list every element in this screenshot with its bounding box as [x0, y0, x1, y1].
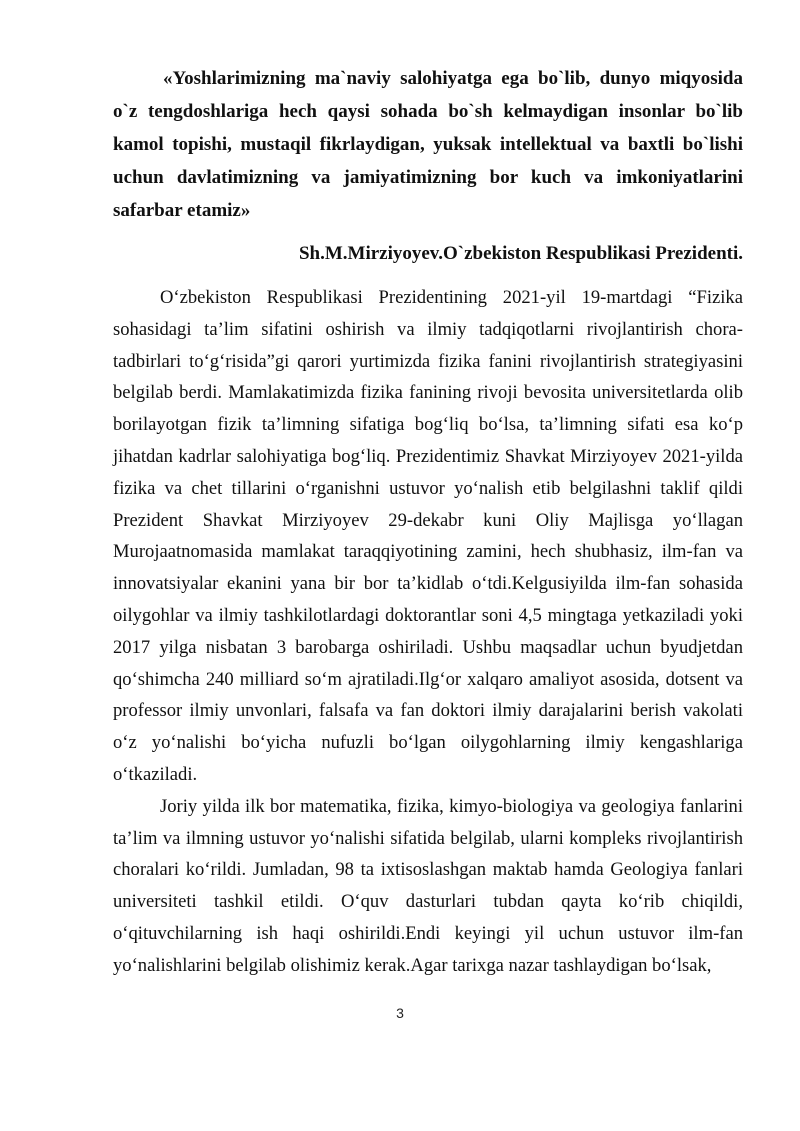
body-paragraph: O‘zbekiston Respublikasi Prezidentining 2021-yil 19-martdagi “Fizika sohasidagi ta’lim sifatini oshirish va ilmiy tadqiqotlarni rivojlantirish chora-tadbirlari to‘g‘risida”gi qarori yurtimizda fizika fanini rivojlantirish strategiyasini belgilab berdi. Mamlakatimizda fizika fanining rivoji bevosita universitetlarda olib borilayotgan fizik ta’limning sifatiga bog‘liq bo‘lsa, ta’limning sifati esa ko‘p jihatdan kadrlar salohiyatiga bog‘liq. Prezidentimiz Shavkat Mirziyoyev 2021-yilda fizika va chet tillarini o‘rganishni ustuvor yo‘nalish etib belgilashni taklif qildi Prezident Shavkat Mirziyoyev 29-dekabr kuni Oliy Majlisga yo‘llagan Murojaatnomasida mamlakat taraqqiyotining zamini, hech shubhasiz, ilm-fan va innovatsiyalar ekanini yana bir bor ta’kidlab o‘tdi.Kelgusiyilda ilm-fan sohasida oilygohlar va ilmiy tashkilotlardagi doktorantlar soni 4,5 mingtaga yetkaziladi yoki 2017 yilga nisbatan 3 barobarga oshiriladi. Ushbu maqsadlar uchun byudjetdan qo‘shimcha 240 milliard so‘m ajratiladi.Ilg‘or xalqaro amaliyot asosida, dotsent va professor ilmiy unvonlari, falsafa va fan doktori ilmiy darajalarini berish vakolati o‘z yo‘nalishi bo‘yicha nufuzli bo‘lgan oilygohlarning ilmiy kengashlariga o‘tkaziladi. — [113, 287, 743, 785]
body-paragraph: Joriy yilda ilk bor matematika, fizika, kimyo-biologiya va geologiya fanlarini ta’lim va ilmning ustuvor yo‘nalishi sifatida belgilab, ularni kompleks rivojlantirish choralari ko‘rildi. Jumladan, 98 ta ixtisoslashgan maktab hamda Geologiya fanlari universiteti tashkil etildi. O‘quv dasturlari tubdan qayta ko‘rib chiqildi, o‘qituvchilarning ish haqi oshirildi.Endi keyingi yil uchun ustuvor ilm-fan yo‘nalishlarini belgilab olishimiz kerak.Agar tarixga nazar tashlaydigan bo‘lsak, — [113, 795, 743, 976]
document-page — [113, 62, 743, 982]
page-number: 3 — [396, 1005, 404, 1021]
epigraph-quote: «Yoshlarimizning ma`naviy salohiyatga ega bo`lib, dunyo miqyosida o`z tengdoshlariga hech qaysi sohada bo`sh kelmaydigan insonlar bo`lib kamol topishi, mustaqil fikrlaydigan, yuksak intellektual va baxtli bo`lishi uchun davlatimizning va jamiyatimizning bor kuch va imkoniyatlarini safarbar etamiz» — [113, 68, 743, 221]
epigraph-attribution: Sh.M.Mirziyoyev.O`zbekiston Respublikasi Prezidenti. — [298, 243, 743, 264]
